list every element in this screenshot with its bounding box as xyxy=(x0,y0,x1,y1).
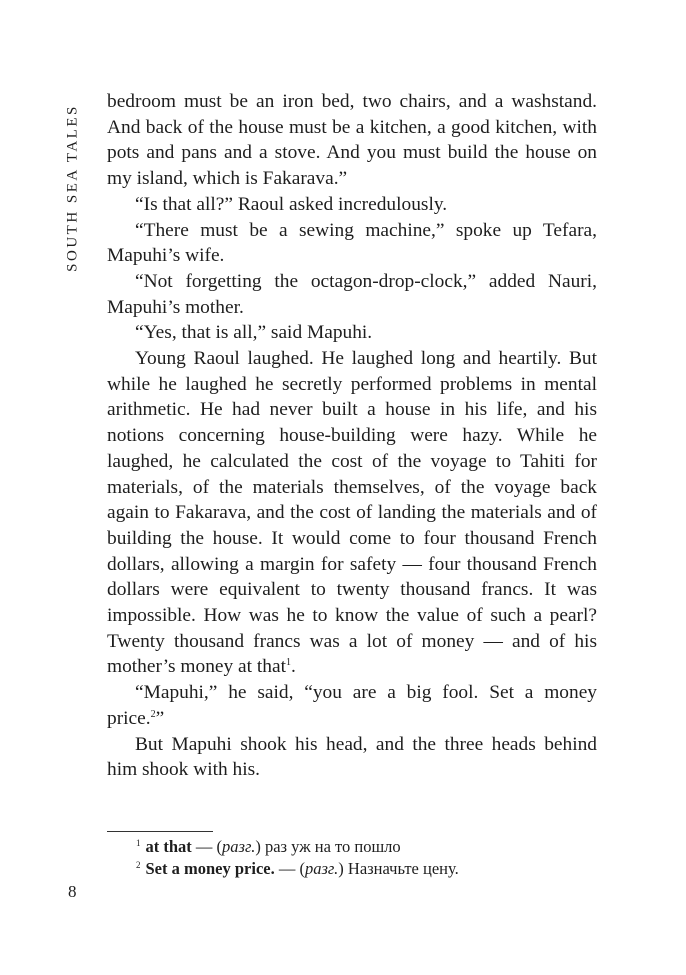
paragraph-text: bedroom must be an iron bed, two chairs, and a washstand. And back of the house must be a kitchen, a good kitchen, with pots and pans and a stove. And you must build the house on my island, which is Fakarava.” xyxy=(107,91,597,190)
paragraph-text: “Yes, that is all,” said Mapuhi. xyxy=(135,322,373,344)
footnote-dash: — ( xyxy=(191,837,223,856)
paragraph-tail: ” xyxy=(155,707,165,729)
page-number: 8 xyxy=(68,882,77,901)
paragraph-tail: . xyxy=(290,656,296,678)
footnote-1 xyxy=(136,836,596,858)
footnote-marker: 1 xyxy=(136,838,141,848)
footnote-ref-2: 2 xyxy=(150,708,156,720)
footnote-term: at that xyxy=(145,837,192,856)
footnote-term: Set a money price. xyxy=(145,859,275,878)
paragraph xyxy=(107,320,597,346)
paragraph-text: “Not forgetting the octagon-drop-clock,” added Nauri, Mapuhi’s mother. xyxy=(107,270,597,318)
footnote-marker: 2 xyxy=(136,860,141,870)
running-head xyxy=(60,96,86,280)
paragraph-text: “Is that all?” Raoul asked incredulously. xyxy=(135,193,448,215)
footnote-label: разг. xyxy=(222,837,256,856)
paragraph xyxy=(107,732,597,783)
paragraph-text: “There must be a sewing machine,” spoke up Tefara, Mapuhi’s wife. xyxy=(107,219,597,267)
paragraph-text: Young Raoul laughed. He laughed long and heartily. But while he laughed he secretly performed problems in mental arithmetic. He had never built a house in his life, and his notions concerning house-building were hazy. While he laughed, he calculated the cost of the voyage to Tahiti for materials, of the materials themselves, of the voyage back again to Fakarava, and the cost of landing the materials and of building the house. It would come to four thousand French dollars, allowing a margin for safety — four thousand French dollars were equivalent to twenty thousand francs. It was impossible. How was he to know the value of such a pearl? Twenty thousand francs was a lot of money — and of his mother’s money at that xyxy=(107,348,597,678)
paragraph xyxy=(107,218,597,269)
paragraph xyxy=(107,680,597,731)
running-head-text: SOUTH SEA TALES xyxy=(64,104,81,272)
footnote-2 xyxy=(136,858,596,880)
footnotes xyxy=(136,836,596,880)
body-text xyxy=(107,89,597,783)
footnote-ref-1: 1 xyxy=(285,657,291,669)
paragraph xyxy=(107,192,597,218)
footnote-gloss: ) раз уж на то пошло xyxy=(255,837,401,856)
footnote-gloss: ) Назначьте цену. xyxy=(338,859,459,878)
footnote-label: разг. xyxy=(304,859,339,878)
paragraph xyxy=(107,346,597,680)
paragraph-text: But Mapuhi shook his head, and the three heads behind him shook with his. xyxy=(107,733,597,781)
paragraph-text: “Mapuhi,” he said, “you are a big fool. Set a money price. xyxy=(107,682,597,729)
footnote-dash: — ( xyxy=(274,859,305,878)
paragraph xyxy=(107,269,597,320)
footnote-divider xyxy=(107,831,213,832)
paragraph xyxy=(107,89,597,192)
